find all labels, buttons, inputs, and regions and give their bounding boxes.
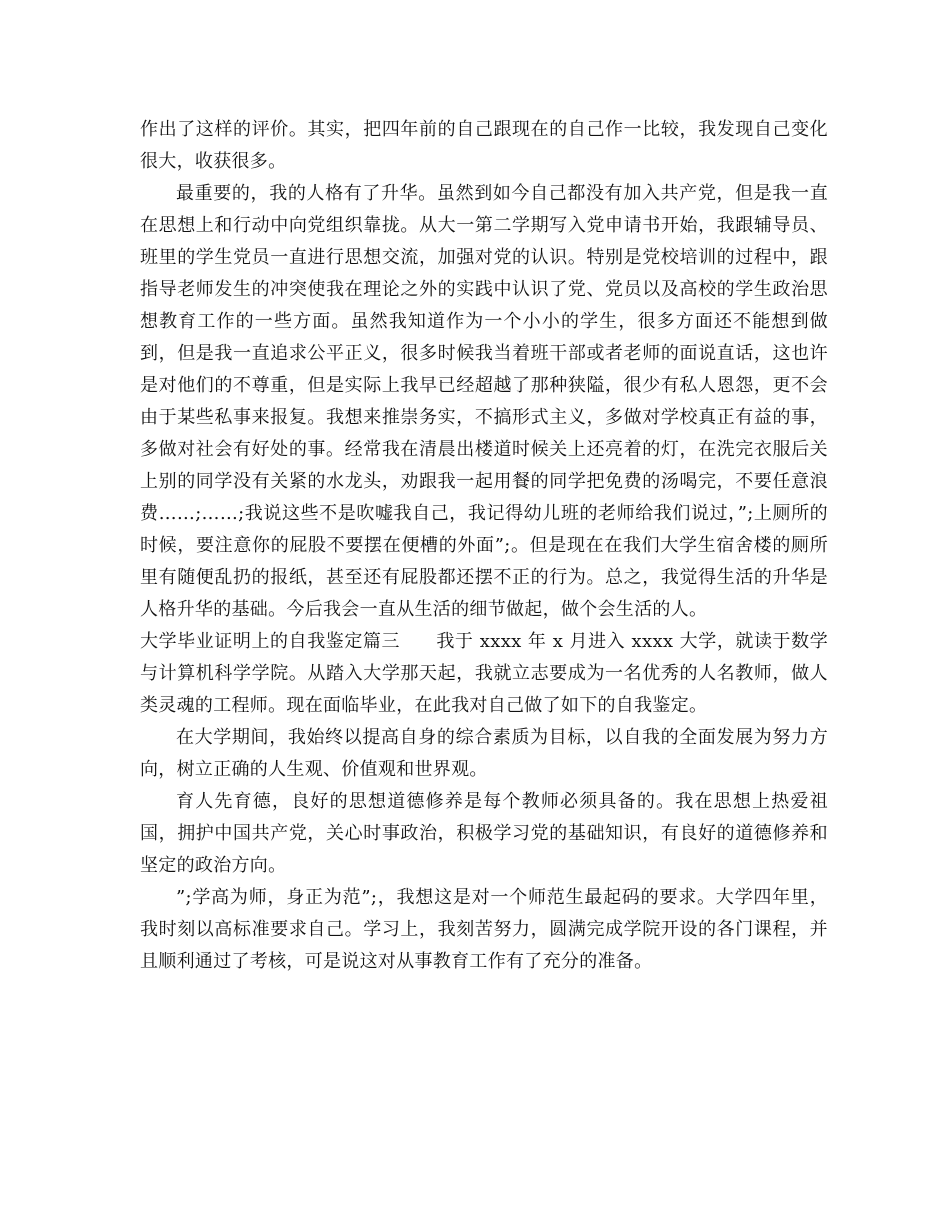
paragraph-goals: 在大学期间，我始终以提高自身的综合素质为目标，以自我的全面发展为努力方向，树立正确的人生观、价值观和世界观。	[140, 727, 828, 780]
paragraph-personality: 最重要的，我的人格有了升华。虽然到如今自己都没有加入共产党，但是我一直在思想上和行动中向党组织靠拢。从大一第二学期写入党申请书开始，我跟辅导员、班里的学生党员一直进行思想交流，加强对党的认识。特别是党校培训的过程中，跟指导老师发生的冲突使我在理论之外的实践中认识了党、党员以及高校的学生政治思想教育工作的一些方面。虽然我知道作为一个小小的学生，很多方面还不能想到做到，但是我一直追求公平正义，很多时候我当着班干部或者老师的面说直话，这也许是对他们的不尊重，但是实际上我早已经超越了那种狭隘，很少有私人恩怨，更不会由于某些私事来报复。我想来推崇务实，不搞形式主义，多做对学校真正有益的事，多做对社会有好处的事。经常我在清晨出楼道时候关上还亮着的灯，在洗完衣服后关上别的同学没有关紧的水龙头，劝跟我一起用餐的同学把免费的汤喝完，不要任意浪费……;……;我说这些不是吹嘘我自己，我记得幼儿班的老师给我们说过，”;上厕所的时候，要注意你的屁股不要摆在便槽的外面”;。但是现在在我们大学生宿舍楼的厕所里有随便乱扔的报纸，甚至还有屁股都还摆不正的行为。总之，我觉得生活的升华是人格升华的基础。今后我会一直从生活的细节做起，做个会生活的人。	[140, 183, 828, 620]
paragraph-morality: 育人先育德，良好的思想道德修养是每个教师必须具备的。我在思想上热爱祖国，拥护中国共产党，关心时事政治，积极学习党的基础知识，有良好的道德修养和坚定的政治方向。	[140, 791, 828, 876]
section-three-intro	[140, 626, 828, 722]
document-body	[140, 114, 828, 978]
section-lead-text: 我于 xxxx 年 x 月进入 xxxx 大学，就读于数学与计算机科学学院。从踏入大学那天起，我就立志要成为一名优秀的人名教师，做人类灵魂的工程师。现在面临毕业，在此我对自己做了如下的自我鉴定。	[140, 631, 829, 716]
paragraph-evaluation-continued: 作出了这样的评价。其实，把四年前的自己跟现在的自己作一比较，我发现自己变化很大，收获很多。	[140, 119, 828, 172]
paragraph-study: ”;学高为师，身正为范”;，我想这是对一个师范生最起码的要求。大学四年里，我时刻以高标准要求自己。学习上，我刻苦努力，圆满完成学院开设的各门课程，并且顺利通过了考核，可是说这对从事教育工作有了充分的准备。	[140, 887, 828, 972]
section-heading: 大学毕业证明上的自我鉴定篇三	[140, 631, 401, 652]
